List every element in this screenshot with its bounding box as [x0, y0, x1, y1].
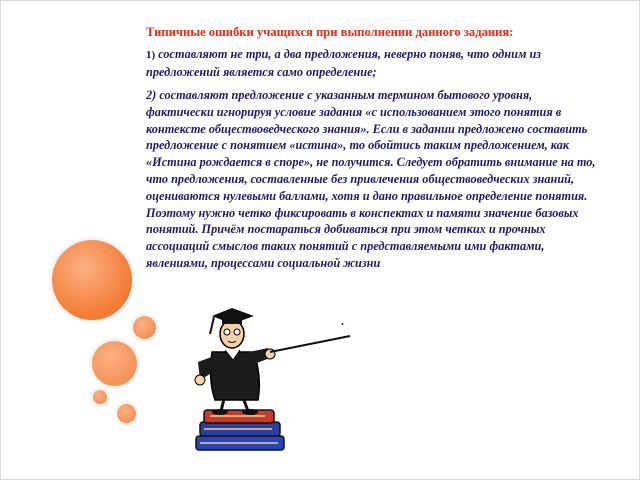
item-text: составляют предложение с указанным термином бытового уровня, фактически игнорируя условие задания «с использованием этого понятия в контексте обществоведческого знания». Если в задании предложено составить предложение с понятием «истина», то обойтись таким предложением, как «Истина рождается в споре», не получится. Следует обратить внимание на то, что предложения, составленные без привлечения обществоведческих знаний, оцениваются нулевыми баллами, хотя и дано правильное определение понятия. Поэтому нужно четко фиксировать в конспектах и памяти значение базовых понятий. Причём постараться добиваться при этом четких и прочных ассоциаций смыслов таких понятий с представляемыми ими фактами, явлениями, процессами социальной жизни	[146, 88, 596, 270]
item-number: 1)	[146, 49, 156, 61]
books-stack	[196, 410, 284, 450]
professor-with-pointer-on-books-icon	[170, 300, 360, 460]
error-item-2	[146, 87, 596, 272]
decor-circle-large	[52, 240, 132, 320]
item-number: 2)	[146, 88, 157, 102]
decor-circle-small	[133, 316, 156, 339]
decor-circle-medium	[92, 341, 137, 386]
decor-circle-tiny	[93, 390, 107, 404]
item-text: составляют не три, а два предложения, неверно поняв, что одним из предложений является само определение;	[146, 47, 542, 79]
trailing-dot: .	[341, 314, 344, 328]
slide-heading: Типичные ошибки учащихся при выполнении данного задания:	[146, 25, 514, 39]
error-item-1	[146, 46, 596, 81]
decor-circle-small	[117, 404, 136, 423]
